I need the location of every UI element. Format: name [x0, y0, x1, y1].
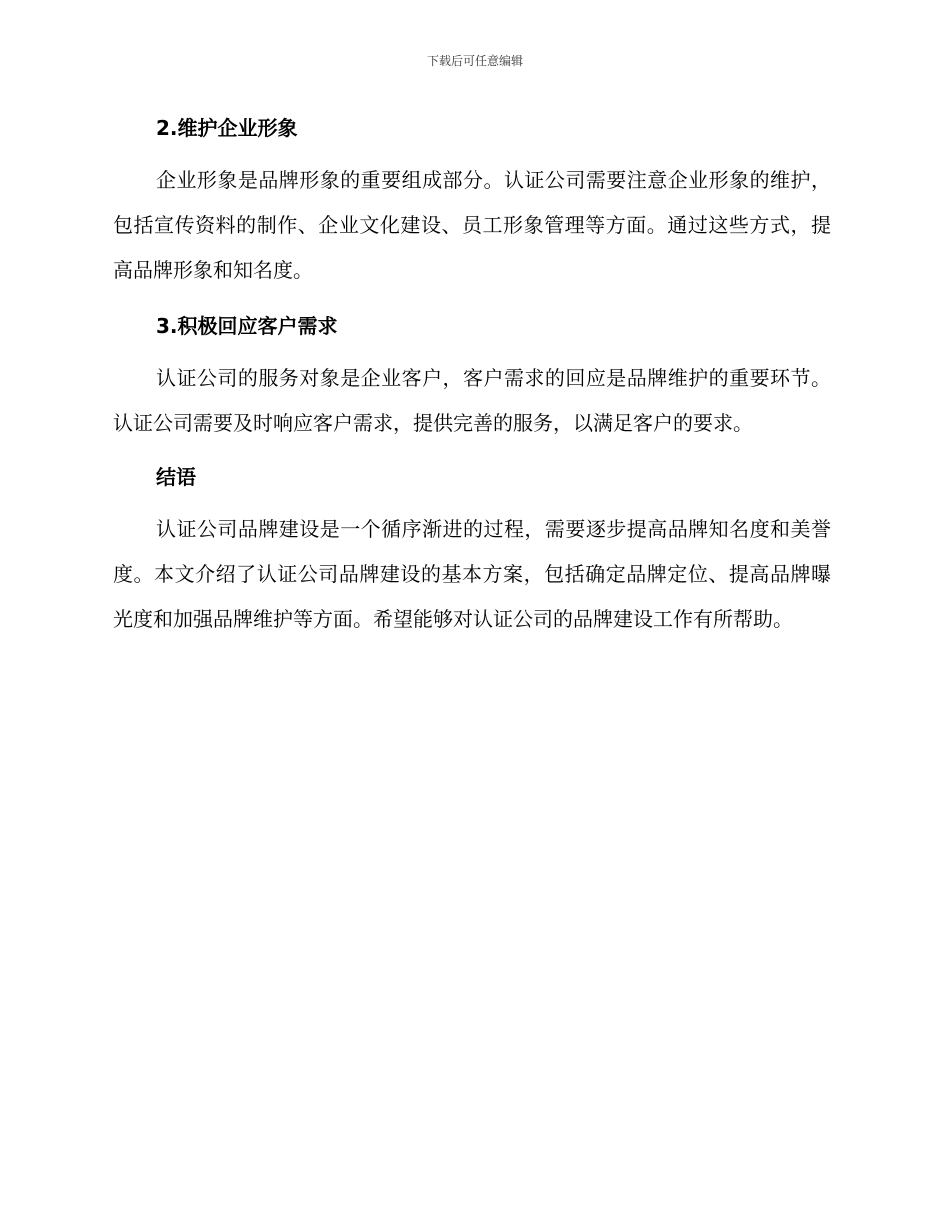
section-paragraph-respond-to-customers: 认证公司的服务对象是企业客户，客户需求的回应是品牌维护的重要环节。认证公司需要及时响应客户需求，提供完善的服务，以满足客户的要求。 — [113, 366, 831, 435]
section-paragraph-conclusion: 认证公司品牌建设是一个循序渐进的过程，需要逐步提高品牌知名度和美誉度。本文介绍了认证公司品牌建设的基本方案，包括确定品牌定位、提高品牌曝光度和加强品牌维护等方面。希望能够对认证公司的品牌建设工作有所帮助。 — [113, 517, 831, 631]
section-heading-conclusion: 结语 — [156, 465, 196, 489]
section-heading-maintain-corporate-image: 2.维护企业形象 — [156, 116, 298, 140]
section-paragraph-maintain-corporate-image: 企业形象是品牌形象的重要组成部分。认证公司需要注意企业形象的维护，包括宣传资料的制作、企业文化建设、员工形象管理等方面。通过这些方式，提高品牌形象和知名度。 — [113, 168, 831, 282]
page-header-note: 下载后可任意编辑 — [426, 54, 523, 68]
document-body — [113, 110, 831, 642]
section-heading-respond-to-customers: 3.积极回应客户需求 — [156, 314, 338, 338]
